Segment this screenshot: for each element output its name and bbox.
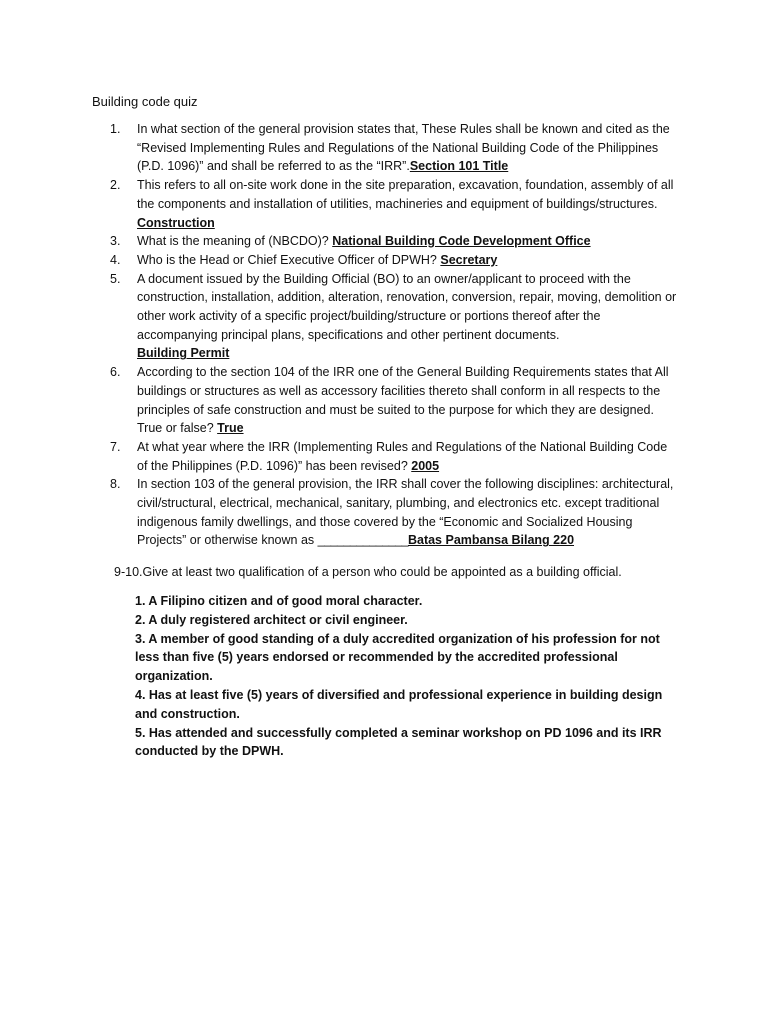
answer-text: National Building Code Development Office (332, 234, 591, 249)
question-text: This refers to all on-site work done in the site preparation, excavation, foundation, assembly of all the components and installation of utilities, machineries and equipment of buildings/structures. (137, 178, 674, 211)
question-item-6 (110, 363, 680, 438)
question-text: A document issued by the Building Official (BO) to an owner/applicant to proceed with the construction, installation, addition, alteration, renovation, conversion, repair, moving, demolition or other work activity of a specific project/building/structure or portions thereof after the accompanying principal plans, specifications and other pertinent documents. (137, 271, 677, 342)
answer-text: Section 101 Title (409, 159, 509, 174)
qualification-list (135, 592, 670, 761)
question-9-10: 9-10.Give at least two qualification of a person who could be appointed as a building official. (114, 565, 622, 579)
answer-text: 2005 (411, 458, 440, 473)
question-number: 3. (110, 234, 121, 249)
answer-text: Secretary (440, 252, 498, 267)
question-number: 2. (110, 178, 121, 193)
answer-text: Batas Pambansa Bilang 220 (407, 533, 575, 548)
qualification-item: 1. A Filipino citizen and of good moral character. (135, 594, 423, 608)
question-item-5 (110, 270, 680, 364)
question-item-2 (110, 176, 680, 232)
answer-text: Construction (137, 215, 215, 230)
answer-text: True (217, 421, 244, 436)
question-item-7 (110, 438, 680, 475)
question-number: 7. (110, 439, 121, 454)
question-number: 8. (110, 477, 121, 492)
qualification-item: 3. A member of good standing of a duly accredited organization of his profession for not less than five (5) years endorsed or recommended by the accredited professional organization. (135, 631, 660, 684)
qualification-item: 4. Has at least five (5) years of diversified and professional experience in building design and construction. (135, 687, 663, 721)
question-text: Who is the Head or Chief Executive Officer of DPWH? (137, 252, 441, 267)
question-text: At what year where the IRR (Implementing Rules and Regulations of the National Building Code of the Philippines (P.D. 1096)” has been revised? (137, 439, 668, 473)
question-number: 5. (110, 271, 121, 286)
question-number: 1. (110, 122, 121, 136)
document-title: Building code quiz (92, 94, 198, 109)
qualification-item: 5. Has attended and successfully completed a seminar workshop on PD 1096 and its IRR conducted by the DPWH. (135, 725, 662, 759)
question-text: In section 103 of the general provision, the IRR shall cover the following disciplines: architectural, civil/structural, electrical, mechanical, sanitary, plumbing, and electronics etc. except traditional indigenous family dwellings, and those covered by the “Economic and Socialized Housing Projects” or otherwise known as (137, 477, 674, 548)
qualification-item: 2. A duly registered architect or civil engineer. (135, 612, 408, 627)
question-text: According to the section 104 of the IRR one of the General Building Requirements states that All buildings or structures as well as accessory facilities thereto shall conform in all respects to the principles of safe construction and must be suited to the purpose for which they are designed. True or false? (137, 365, 669, 436)
question-text: What is the meaning of (NBCDO)? (137, 234, 333, 249)
answer-blank: ______________ (317, 533, 408, 548)
question-item-8 (110, 475, 680, 550)
question-number: 4. (110, 252, 121, 267)
answer-text: Building Permit (137, 346, 230, 361)
question-text: In what section of the general provision states that, These Rules shall be known and cited as the “Revised Implementing Rules and Regulations of the National Building Code of the Philippines (P.D. 1096)” and shall be referred to as the “IRR”. (137, 122, 670, 174)
question-number: 6. (110, 365, 121, 380)
question-item-3 (110, 232, 680, 251)
question-list (110, 120, 680, 550)
question-item-1 (110, 120, 680, 176)
question-item-4 (110, 251, 680, 270)
